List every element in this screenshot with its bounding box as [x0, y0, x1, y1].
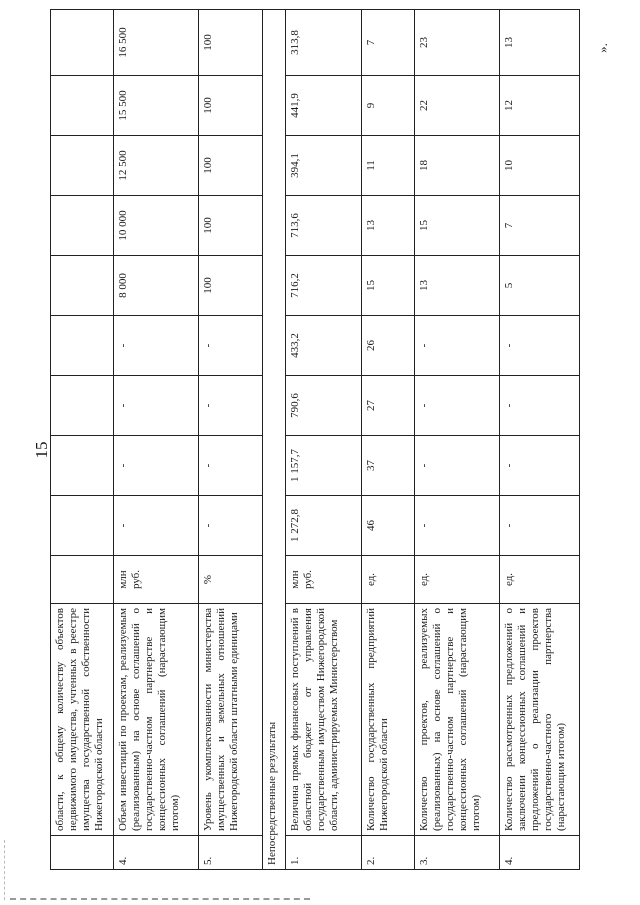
- value-cell: 1 157,7: [285, 436, 361, 496]
- unit-cell: млн руб.: [114, 556, 199, 604]
- value-cell: 7: [362, 10, 415, 76]
- value-cell: -: [114, 316, 199, 376]
- value-cell: 713,6: [285, 196, 361, 256]
- value-cell: 11: [362, 136, 415, 196]
- value-cell: 22: [414, 76, 499, 136]
- value-cell: -: [499, 376, 579, 436]
- value-cell: [51, 10, 114, 76]
- row-number: 2.: [362, 836, 415, 870]
- value-cell: 13: [414, 256, 499, 316]
- indicator-description: Количество государственных предприятий Нижегородской области: [362, 604, 415, 836]
- scan-edge-marks: [4, 840, 15, 900]
- value-cell: 27: [362, 376, 415, 436]
- unit-cell: ед.: [499, 556, 579, 604]
- rotated-table-wrapper: [50, 10, 580, 870]
- value-cell: 8 000: [114, 256, 199, 316]
- scan-bottom-line: [10, 898, 310, 903]
- value-cell: [51, 376, 114, 436]
- page-number: 15: [32, 441, 51, 459]
- value-cell: 100: [199, 10, 262, 76]
- value-cell: -: [199, 436, 262, 496]
- value-cell: [51, 136, 114, 196]
- unit-cell: млн руб.: [285, 556, 361, 604]
- value-cell: -: [199, 316, 262, 376]
- table-row: [499, 10, 579, 870]
- unit-cell: %: [199, 556, 262, 604]
- value-cell: 7: [499, 196, 579, 256]
- row-number: 5.: [199, 836, 262, 870]
- table-body: [51, 10, 580, 870]
- table-row: [362, 10, 415, 870]
- value-cell: 16 500: [114, 10, 199, 76]
- indicator-description: Уровень укомплектованности министерства имущественных и земельных отношений Нижегородской области штатными единицами: [199, 604, 262, 836]
- value-cell: [51, 496, 114, 556]
- value-cell: 23: [414, 10, 499, 76]
- value-cell: 37: [362, 436, 415, 496]
- value-cell: -: [114, 436, 199, 496]
- table-row: [414, 10, 499, 870]
- value-cell: 15: [362, 256, 415, 316]
- value-cell: 5: [499, 256, 579, 316]
- value-cell: [51, 436, 114, 496]
- indicator-description: Величина прямых финансовых поступлений в областной бюджет от управления государственным имуществом Нижегородской области, администрируемых Министерством: [285, 604, 361, 836]
- value-cell: 433,2: [285, 316, 361, 376]
- value-cell: [51, 256, 114, 316]
- table-row: [51, 10, 114, 870]
- value-cell: -: [414, 316, 499, 376]
- value-cell: 13: [499, 10, 579, 76]
- value-cell: [51, 316, 114, 376]
- value-cell: 10: [499, 136, 579, 196]
- value-cell: 15 500: [114, 76, 199, 136]
- value-cell: 100: [199, 76, 262, 136]
- indicator-description: области, к общему количеству объектов недвижимого имущества, учтенных в реестре имущества государственной собственности Нижегородской области: [51, 604, 114, 836]
- unit-cell: ед.: [414, 556, 499, 604]
- value-cell: -: [499, 316, 579, 376]
- value-cell: -: [414, 436, 499, 496]
- value-cell: 790,6: [285, 376, 361, 436]
- value-cell: -: [414, 376, 499, 436]
- value-cell: 441,9: [285, 76, 361, 136]
- row-number: 4.: [114, 836, 199, 870]
- value-cell: 10 000: [114, 196, 199, 256]
- value-cell: 12 500: [114, 136, 199, 196]
- value-cell: 1 272,8: [285, 496, 361, 556]
- indicators-table: [50, 9, 580, 870]
- value-cell: -: [199, 376, 262, 436]
- value-cell: 394,1: [285, 136, 361, 196]
- indicator-description: Объем инвестиций по проектам, реализуемым (реализованным) на основе соглашений о государственно-частном партнерстве и концессионных соглашений (нарастающим итогом): [114, 604, 199, 836]
- value-cell: 100: [199, 256, 262, 316]
- closing-quote: ».: [594, 43, 610, 53]
- value-cell: 100: [199, 196, 262, 256]
- value-cell: -: [414, 496, 499, 556]
- value-cell: -: [114, 376, 199, 436]
- section-row: [262, 10, 285, 870]
- value-cell: 716,2: [285, 256, 361, 316]
- value-cell: 100: [199, 136, 262, 196]
- table-row: [114, 10, 199, 870]
- value-cell: [51, 76, 114, 136]
- indicator-description: Количество проектов, реализуемых (реализованных) на основе соглашений о государственно-частном партнерстве и концессионных соглашений (нарастающим итогом): [414, 604, 499, 836]
- value-cell: 9: [362, 76, 415, 136]
- value-cell: -: [199, 496, 262, 556]
- value-cell: 13: [362, 196, 415, 256]
- row-number: [51, 836, 114, 870]
- table-row: [199, 10, 262, 870]
- unit-cell: ед.: [362, 556, 415, 604]
- value-cell: -: [114, 496, 199, 556]
- value-cell: 313,8: [285, 10, 361, 76]
- row-number: 1.: [285, 836, 361, 870]
- table-row: [285, 10, 361, 870]
- value-cell: -: [499, 496, 579, 556]
- value-cell: 46: [362, 496, 415, 556]
- value-cell: 12: [499, 76, 579, 136]
- row-number: 3.: [414, 836, 499, 870]
- row-number: 4.: [499, 836, 579, 870]
- value-cell: 15: [414, 196, 499, 256]
- indicator-description: Количество рассмотренных предложений о заключении концессионных соглашений и предложений о реализации проектов государственно-частного партнерства (нарастающим итогом): [499, 604, 579, 836]
- section-title: Непосредственные результаты: [262, 10, 285, 870]
- value-cell: 18: [414, 136, 499, 196]
- value-cell: 26: [362, 316, 415, 376]
- value-cell: [51, 196, 114, 256]
- unit-cell: [51, 556, 114, 604]
- value-cell: -: [499, 436, 579, 496]
